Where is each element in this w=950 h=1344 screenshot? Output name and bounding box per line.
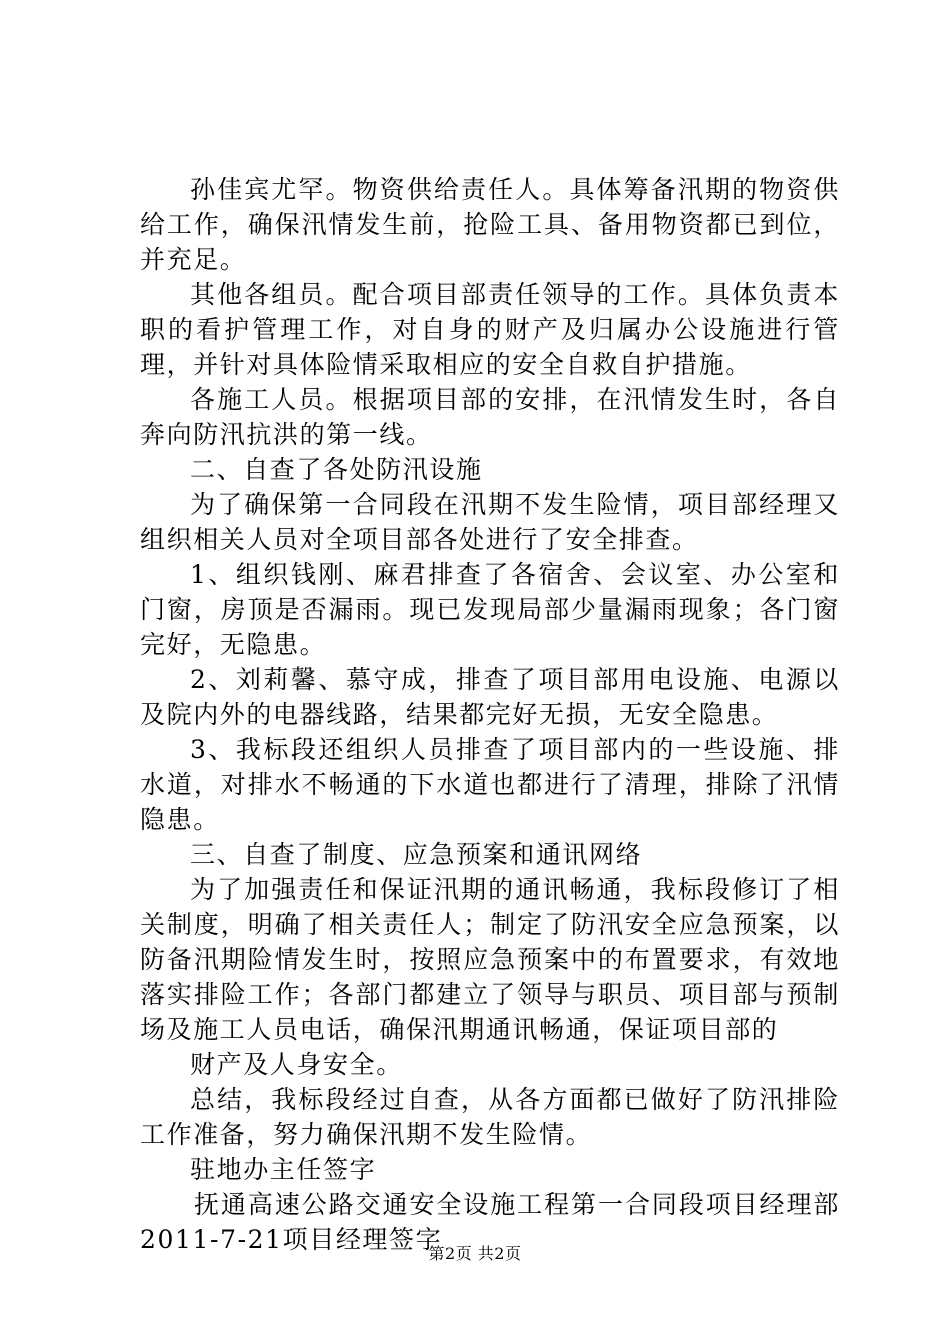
section-heading-3: 三、自查了制度、应急预案和通讯网络: [190, 840, 643, 869]
paragraph-summary: 总结，我标段经过自查，从各方面都已做好了防汛排险工作准备，努力确保汛期不发生险情。: [140, 1085, 840, 1149]
page-footer: 第2页 共2页: [428, 1244, 522, 1263]
document-body: [140, 172, 840, 1257]
paragraph-safety-check: 为了确保第一合同段在汛期不发生险情，项目部经理又组织相关人员对全项目部各处进行了安全排查。: [140, 490, 840, 554]
signature-project-department: 抚通高速公路交通安全设施工程第一合同段项目经理部2011-7-21项目经理签字: [140, 1190, 840, 1254]
list-item-2: 2、刘莉馨、慕守成，排查了项目部用电设施、电源以及院内外的电器线路，结果都完好无损，无安全隐患。: [140, 665, 840, 729]
paragraph-other-members: 其他各组员。配合项目部责任领导的工作。具体负责本职的看护管理工作，对自身的财产及归属办公设施进行管理，并针对具体险情采取相应的安全自救自护措施。: [140, 280, 840, 379]
section-heading-2: 二、自查了各处防汛设施: [190, 455, 483, 484]
paragraph-material-supply: 孙佳宾尤罕。物资供给责任人。具体筹备汛期的物资供给工作，确保汛情发生前，抢险工具、备用物资都已到位，并充足。: [140, 175, 840, 274]
paragraph-property-safety: 财产及人身安全。: [190, 1050, 403, 1079]
paragraph-construction-staff: 各施工人员。根据项目部的安排，在汛情发生时，各自奔向防汛抗洪的第一线。: [140, 385, 840, 449]
list-item-3: 3、我标段还组织人员排查了项目部内的一些设施、排水道，对排水不畅通的下水道也都进行了清理，排除了汛情隐患。: [140, 735, 840, 834]
paragraph-communication: 为了加强责任和保证汛期的通讯畅通，我标段修订了相关制度，明确了相关责任人；制定了防汛安全应急预案，以防备汛期险情发生时，按照应急预案中的布置要求，有效地落实排险工作；各部门都建立了领导与职员、项目部与预制场及施工人员电话，确保汛期通讯畅通，保证项目部的: [140, 875, 840, 1044]
signature-resident-office: 驻地办主任签字: [190, 1155, 377, 1184]
list-item-1: 1、组织钱刚、麻君排查了各宿舍、会议室、办公室和门窗，房顶是否漏雨。现已发现局部少量漏雨现象；各门窗完好，无隐患。: [140, 560, 840, 659]
